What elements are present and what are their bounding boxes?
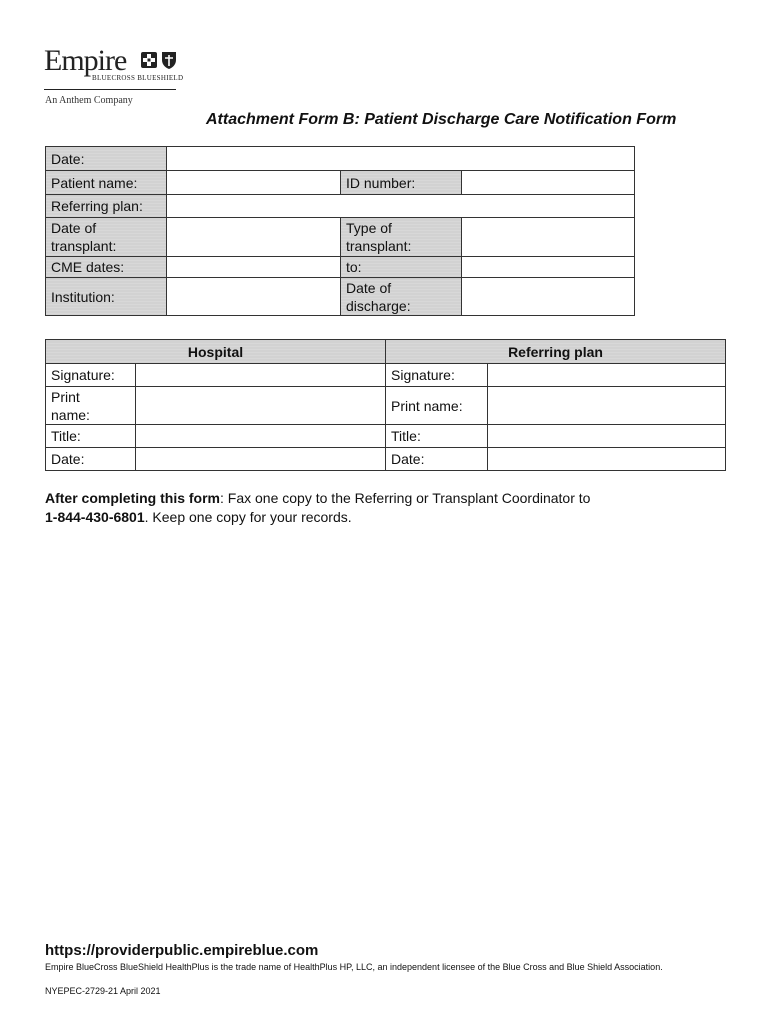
- logo-subline: BLUECROSS BLUESHIELD: [92, 74, 184, 82]
- instructions: [45, 489, 725, 527]
- referring-plan-label: Referring plan:: [46, 195, 167, 218]
- hospital-signature-field[interactable]: [136, 364, 386, 387]
- referring-plan-field[interactable]: [167, 195, 635, 218]
- instructions-text: . Keep one copy for your records.: [144, 509, 352, 525]
- hospital-signature-label: Signature:: [46, 364, 136, 387]
- date-label: Date:: [46, 147, 167, 171]
- label-line: discharge:: [346, 297, 411, 314]
- hospital-header: Hospital: [46, 340, 386, 364]
- plan-print-name-field[interactable]: [488, 387, 726, 425]
- institution-label: Institution:: [46, 278, 167, 316]
- patient-name-field[interactable]: [167, 171, 341, 195]
- label-line: Date of: [51, 220, 97, 236]
- label-line: transplant:: [346, 238, 412, 254]
- hospital-date-label: Date:: [46, 448, 136, 471]
- plan-title-label: Title:: [386, 425, 488, 448]
- logo-divider: [44, 89, 176, 90]
- table-row: [46, 257, 635, 278]
- label-line: transplant:: [51, 238, 117, 254]
- hospital-date-field[interactable]: [136, 448, 386, 471]
- signature-table: [45, 339, 726, 471]
- cme-end-field[interactable]: [462, 257, 635, 278]
- label-line: Type of: [346, 220, 392, 236]
- plan-date-label: Date:: [386, 448, 488, 471]
- hospital-print-name-field[interactable]: [136, 387, 386, 425]
- logo-company: An Anthem Company: [45, 95, 133, 106]
- institution-field[interactable]: [167, 278, 341, 316]
- plan-signature-label: Signature:: [386, 364, 488, 387]
- footer-url[interactable]: https://providerpublic.empireblue.com: [45, 942, 319, 959]
- id-number-field[interactable]: [462, 171, 635, 195]
- plan-print-name-label: Print name:: [386, 387, 488, 425]
- hospital-title-label: Title:: [46, 425, 136, 448]
- type-of-transplant-field[interactable]: [462, 218, 635, 257]
- fax-number: 1-844-430-6801: [45, 509, 145, 525]
- hospital-title-field[interactable]: [136, 425, 386, 448]
- plan-date-field[interactable]: [488, 448, 726, 471]
- date-of-transplant-field[interactable]: [167, 218, 341, 257]
- date-field[interactable]: [167, 147, 635, 171]
- cme-to-label: to:: [341, 257, 462, 278]
- footer-form-code: NYEPEC-2729-21 April 2021: [45, 986, 161, 996]
- form-title: Attachment Form B: Patient Discharge Care Notification Form: [206, 111, 677, 128]
- table-row: [46, 195, 635, 218]
- table-row: [46, 147, 635, 171]
- table-row: [46, 387, 726, 425]
- table-row: [46, 340, 726, 364]
- id-number-label: ID number:: [341, 171, 462, 195]
- instructions-text: : Fax one copy to the Referring or Transplant Coordinator to: [220, 490, 591, 506]
- type-of-transplant-label: [341, 218, 462, 257]
- logo-wordmark: Empire: [44, 44, 127, 77]
- table-row: [46, 448, 726, 471]
- label-line: Date of: [346, 279, 392, 296]
- table-row: [46, 278, 635, 316]
- table-row: [46, 218, 635, 257]
- table-row: [46, 364, 726, 387]
- cme-dates-label: CME dates:: [46, 257, 167, 278]
- referring-plan-header: Referring plan: [386, 340, 726, 364]
- hospital-print-name-label: [46, 387, 136, 425]
- footer-disclaimer: Empire BlueCross BlueShield HealthPlus is the trade name of HealthPlus HP, LLC, an independent licensee of the Blue Cross and Blue Shield Association.: [45, 962, 663, 972]
- instructions-lead: After completing this form: [45, 490, 221, 506]
- cross-and-shield-icon: [140, 50, 180, 70]
- date-of-discharge-label: [341, 278, 462, 316]
- table-row: [46, 425, 726, 448]
- patient-info-table: [45, 146, 635, 316]
- company-logo: [44, 44, 184, 116]
- plan-signature-field[interactable]: [488, 364, 726, 387]
- label-line: name:: [51, 406, 90, 423]
- cme-start-field[interactable]: [167, 257, 341, 278]
- label-line: Print: [51, 388, 80, 405]
- date-of-transplant-label: [46, 218, 167, 257]
- patient-name-label: Patient name:: [46, 171, 167, 195]
- plan-title-field[interactable]: [488, 425, 726, 448]
- date-of-discharge-field[interactable]: [462, 278, 635, 316]
- table-row: [46, 171, 635, 195]
